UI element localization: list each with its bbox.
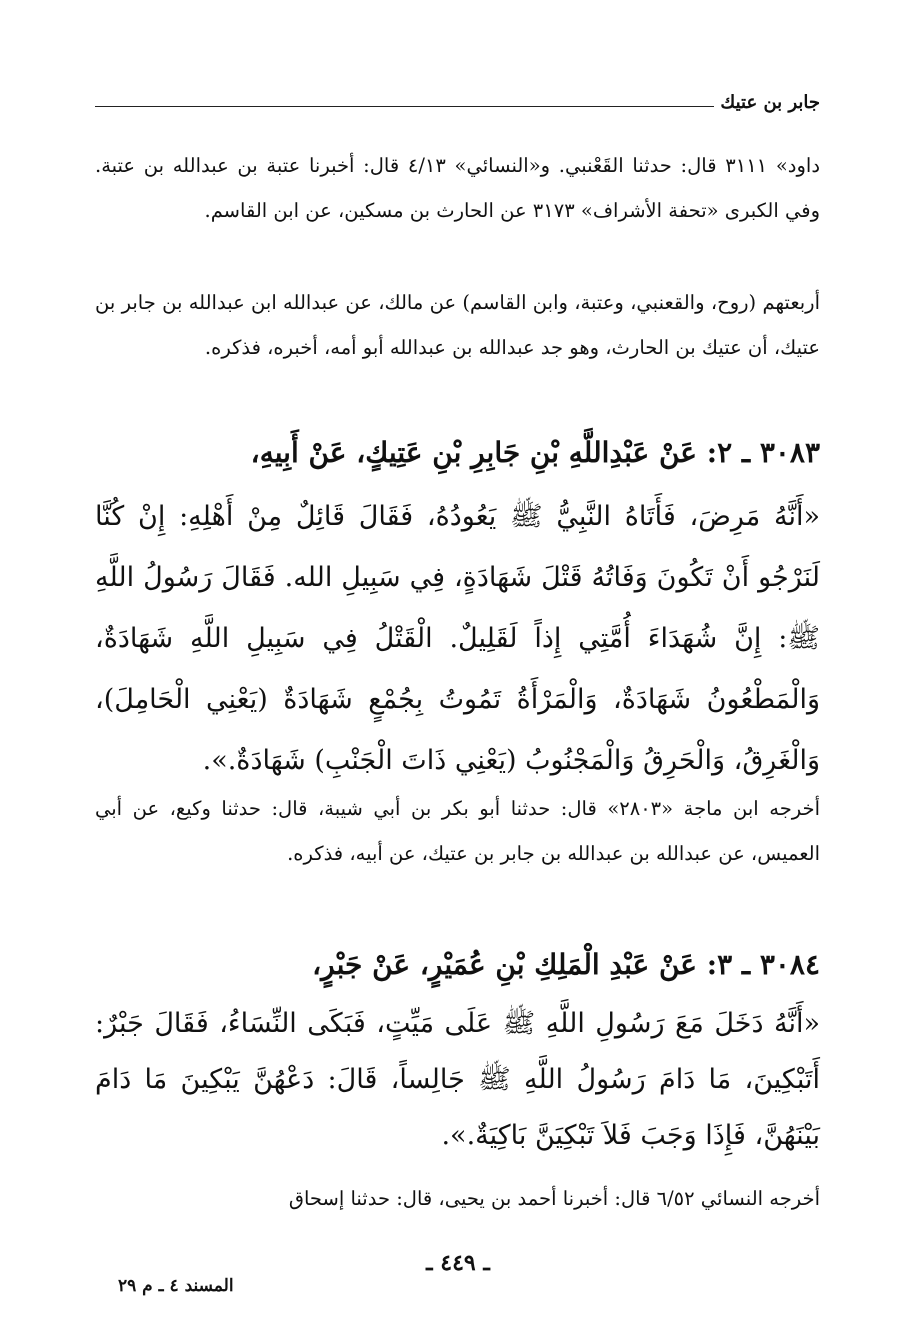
hadith-heading-text: ٣٠٨٤ ـ ٣: عَنْ عَبْدِ الْمَلِكِ بْنِ عُمَيْرٍ، عَنْ جَبْرٍ، <box>312 948 820 981</box>
note-paragraph-2 <box>95 280 820 370</box>
note-text: داود» ٣١١١ قال: حدثنا القَعْنبي. و«النسائي» ٤/١٣ قال: أخبرنا عتبة بن عبدالله بن عتبة. وفي الكبرى «تحفة الأشراف» ٣١٧٣ عن الحارث بن مسكين، عن ابن القاسم. <box>95 154 820 222</box>
note-text: أربعتهم (روح، والقعنبي، وعتبة، وابن القاسم) عن مالك، عن عبدالله ابن عبدالله بن جابر بن عتيك، أن عتيك بن الحارث، وهو جد عبدالله بن عبدالله أبو أمه، أخبره، فذكره. <box>95 291 820 359</box>
hadith-text-3083 <box>95 486 820 791</box>
hadith-matn: «أَنَّهُ مَرِضَ، فَأَتَاهُ النَّبِيُّ ﷺ يَعُودُهُ، فَقَالَ قَائِلٌ مِنْ أَهْلِهِ: إِنْ كُنَّا لَنَرْجُو أَنْ تَكُونَ وَفَاتُهُ قَتْلَ شَهَادَةٍ، فِي سَبِيلِ الله. فَقَالَ رَسُولُ اللَّهِ ﷺ: إِنَّ شُهَدَاءَ أُمَّتِي إِذاً لَقَلِيلٌ. الْقَتْلُ فِي سَبِيلِ اللَّهِ شَهَادَةٌ، وَالْمَطْعُونُ شَهَادَةٌ، وَالْمَرْأَةُ تَمُوتُ بِجُمْعٍ شَهَادَةٌ (يَعْنِي الْحَامِلَ)، وَالْغَرِقُ، وَالْحَرِقُ وَالْمَجْنُوبُ (يَعْنِي ذَاتَ الْجَنْبِ) شَهَادَةٌ.». <box>95 501 820 776</box>
hadith-heading-text: ٣٠٨٣ ـ ٢: عَنْ عَبْدِاللَّهِ بْنِ جَابِرِ بْنِ عَتِيكٍ، عَنْ أَبِيهِ، <box>250 436 820 469</box>
hadith-heading-3083 <box>95 428 820 478</box>
hadith-matn: «أَنَّهُ دَخَلَ مَعَ رَسُولِ اللَّهِ ﷺ عَلَى مَيِّتٍ، فَبَكَى النِّسَاءُ، فَقَالَ جَبْرٌ: أَتَبْكِينَ، مَا دَامَ رَسُولُ اللَّهِ ﷺ جَالِساً، قَالَ: دَعْهُنَّ يَبْكِينَ مَا دَامَ بَيْنَهُنَّ، فَإِذَا وَجَبَ فَلاَ تَبْكِيَنَّ بَاكِيَةٌ.». <box>95 1008 820 1151</box>
header-rule <box>95 106 820 107</box>
running-header <box>95 88 820 118</box>
page-number: ـ ٤٤٩ ـ <box>426 1250 490 1276</box>
running-header-title: جابر بن عتيك <box>714 92 820 113</box>
signature-mark: المسند ٤ ـ م ٢٩ <box>118 1276 234 1296</box>
note-text: أخرجه النسائي ٦/٥٢ قال: أخبرنا أحمد بن يحيى، قال: حدثنا إسحاق <box>288 1187 820 1210</box>
note-paragraph-4 <box>95 1176 820 1221</box>
note-paragraph-3 <box>95 786 820 876</box>
note-paragraph-1 <box>95 143 820 233</box>
hadith-text-3084 <box>95 996 820 1164</box>
hadith-heading-3084 <box>95 940 820 990</box>
note-text: أخرجه ابن ماجة «٢٨٠٣» قال: حدثنا أبو بكر بن أبي شيبة، قال: حدثنا وكيع، عن أبي العميس، عن عبدالله بن عبدالله بن جابر بن عتيك، عن أبيه، فذكره. <box>95 797 820 865</box>
